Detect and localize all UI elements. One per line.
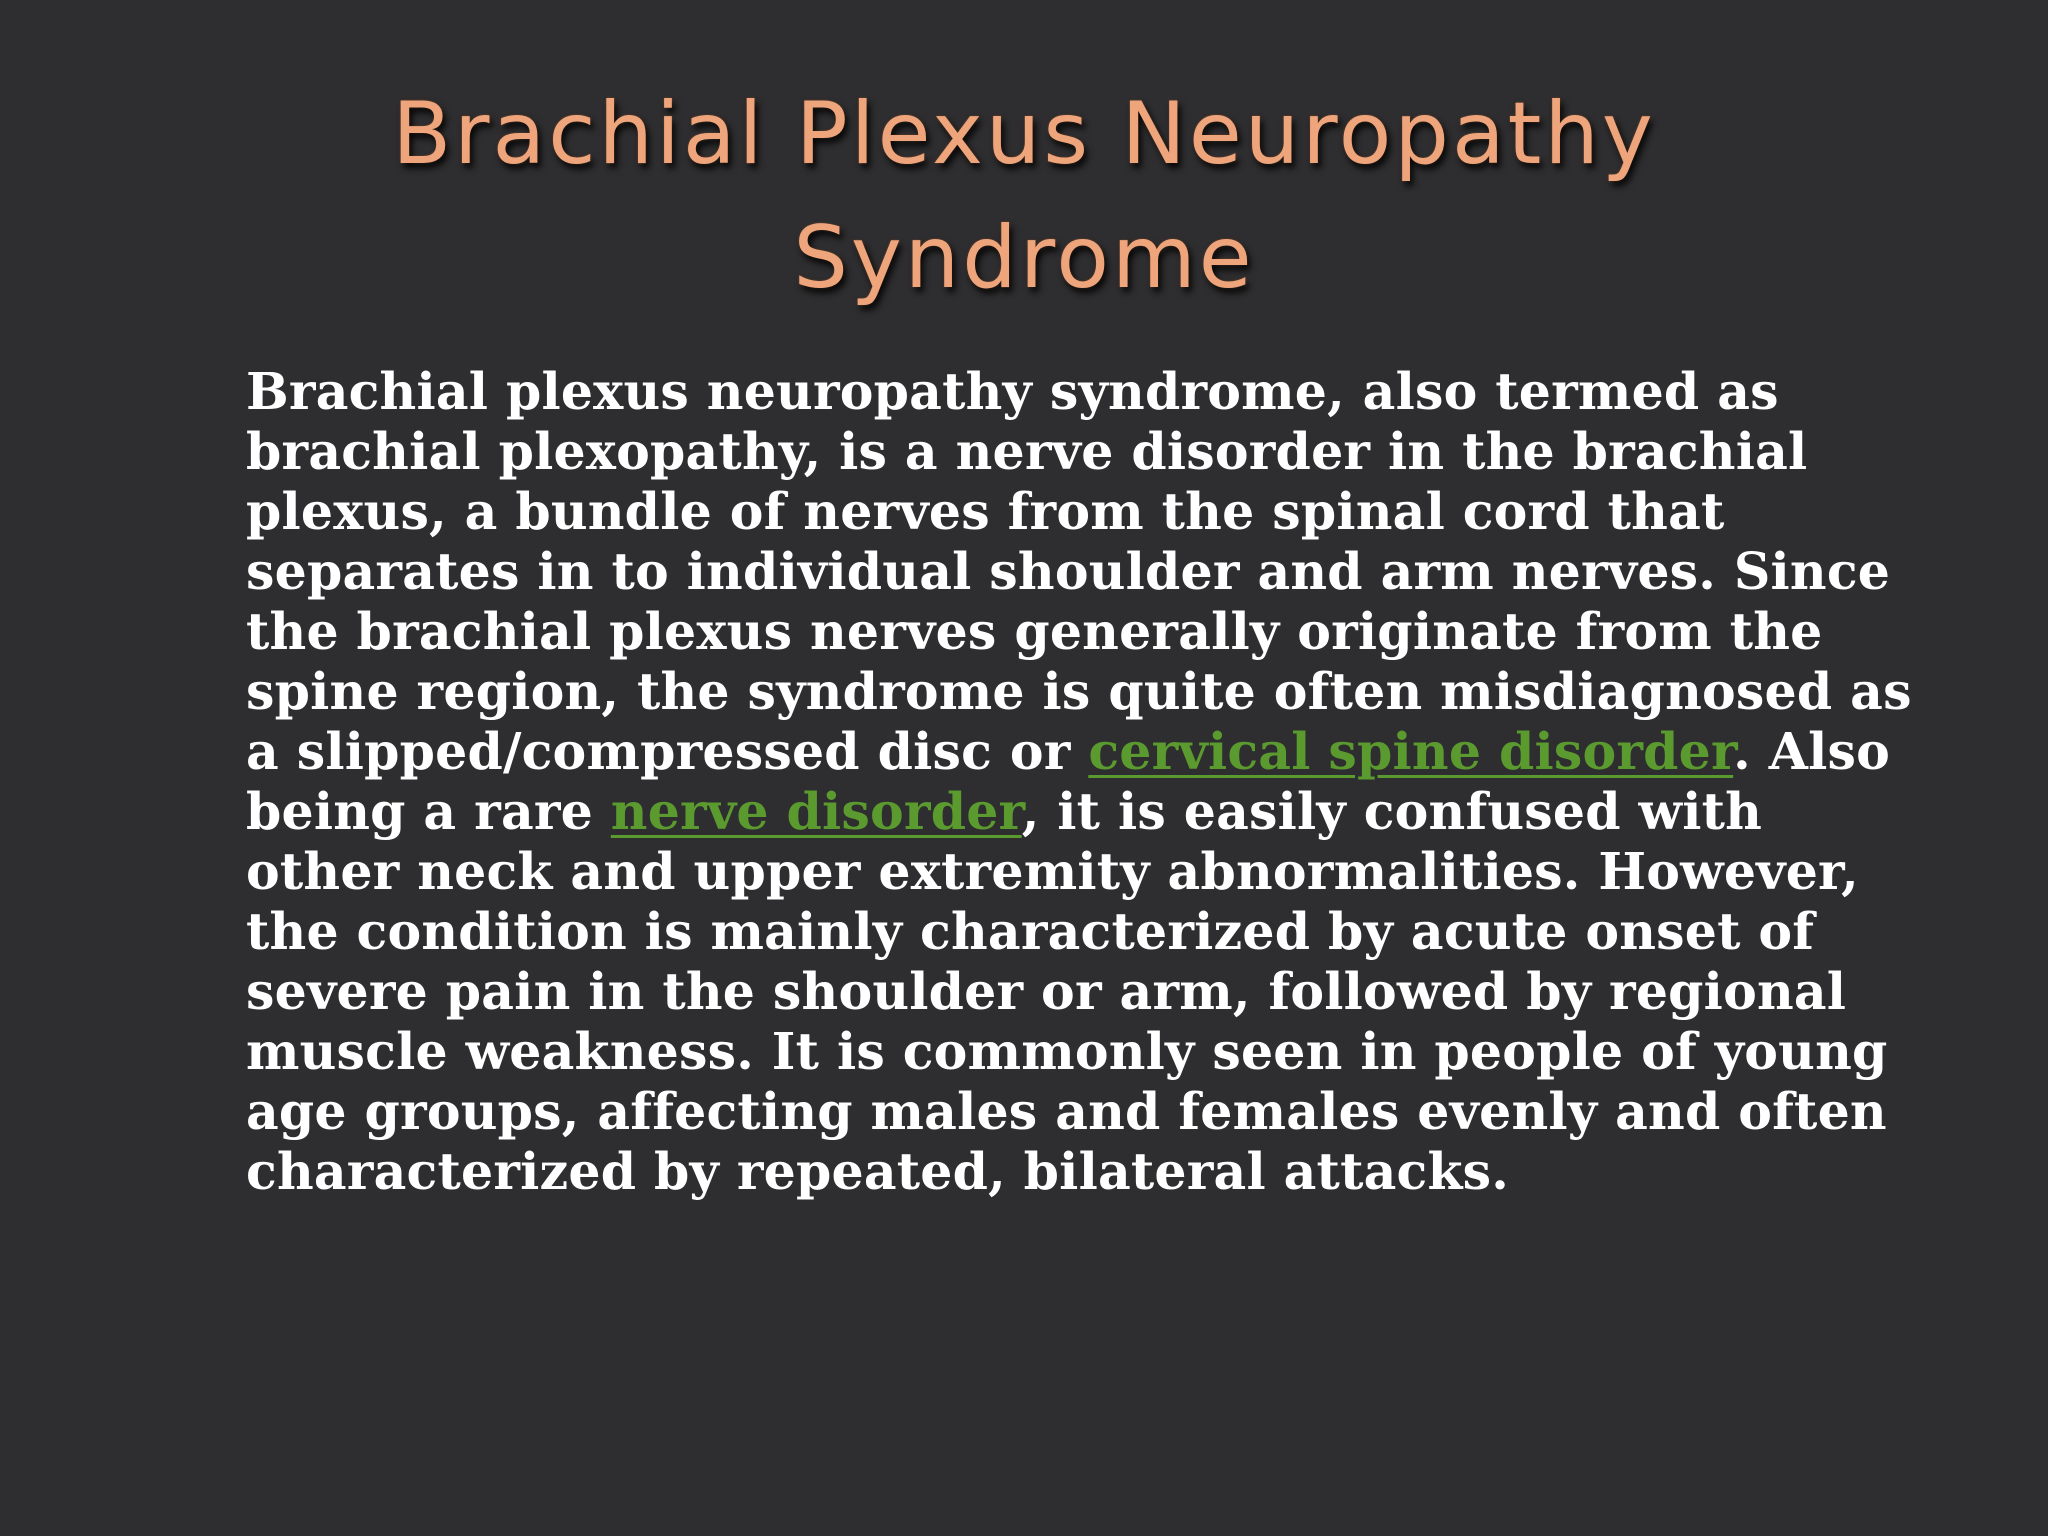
- title-line-2: Syndrome: [793, 208, 1255, 308]
- body-line: plexus, a bundle of nerves from the spinal cord that: [246, 482, 1725, 541]
- body-line: spine region, the syndrome is quite often misdiagnosed as: [246, 662, 1912, 721]
- body-text-segment: a slipped/compressed disc or: [246, 722, 1089, 781]
- body-line: the brachial plexus nerves generally originate from the: [246, 602, 1823, 661]
- body-text-segment: , it is easily confused with: [1021, 782, 1763, 841]
- cervical-spine-disorder-link[interactable]: cervical spine disorder: [1088, 722, 1734, 781]
- body-paragraph: [246, 362, 1966, 1202]
- body-text-segment: being a rare: [246, 782, 611, 841]
- body-line: [246, 722, 1966, 782]
- body-text-segment: . Also: [1733, 722, 1891, 781]
- page-title: [0, 72, 2048, 320]
- body-line: other neck and upper extremity abnormalities. However,: [246, 842, 1859, 901]
- body-line: [246, 782, 1966, 842]
- body-line: brachial plexopathy, is a nerve disorder in the brachial: [246, 422, 1808, 481]
- body-line: Brachial plexus neuropathy syndrome, also termed as: [246, 362, 1779, 421]
- body-line: the condition is mainly characterized by acute onset of: [246, 902, 1815, 961]
- body-line: age groups, affecting males and females evenly and often: [246, 1082, 1887, 1141]
- body-line: separates in to individual shoulder and arm nerves. Since: [246, 542, 1891, 601]
- body-line: characterized by repeated, bilateral attacks.: [246, 1142, 1510, 1201]
- nerve-disorder-link[interactable]: nerve disorder: [610, 782, 1022, 841]
- title-line-1: Brachial Plexus Neuropathy: [392, 84, 1656, 184]
- body-line: muscle weakness. It is commonly seen in people of young: [246, 1022, 1888, 1081]
- body-line: severe pain in the shoulder or arm, followed by regional: [246, 962, 1847, 1021]
